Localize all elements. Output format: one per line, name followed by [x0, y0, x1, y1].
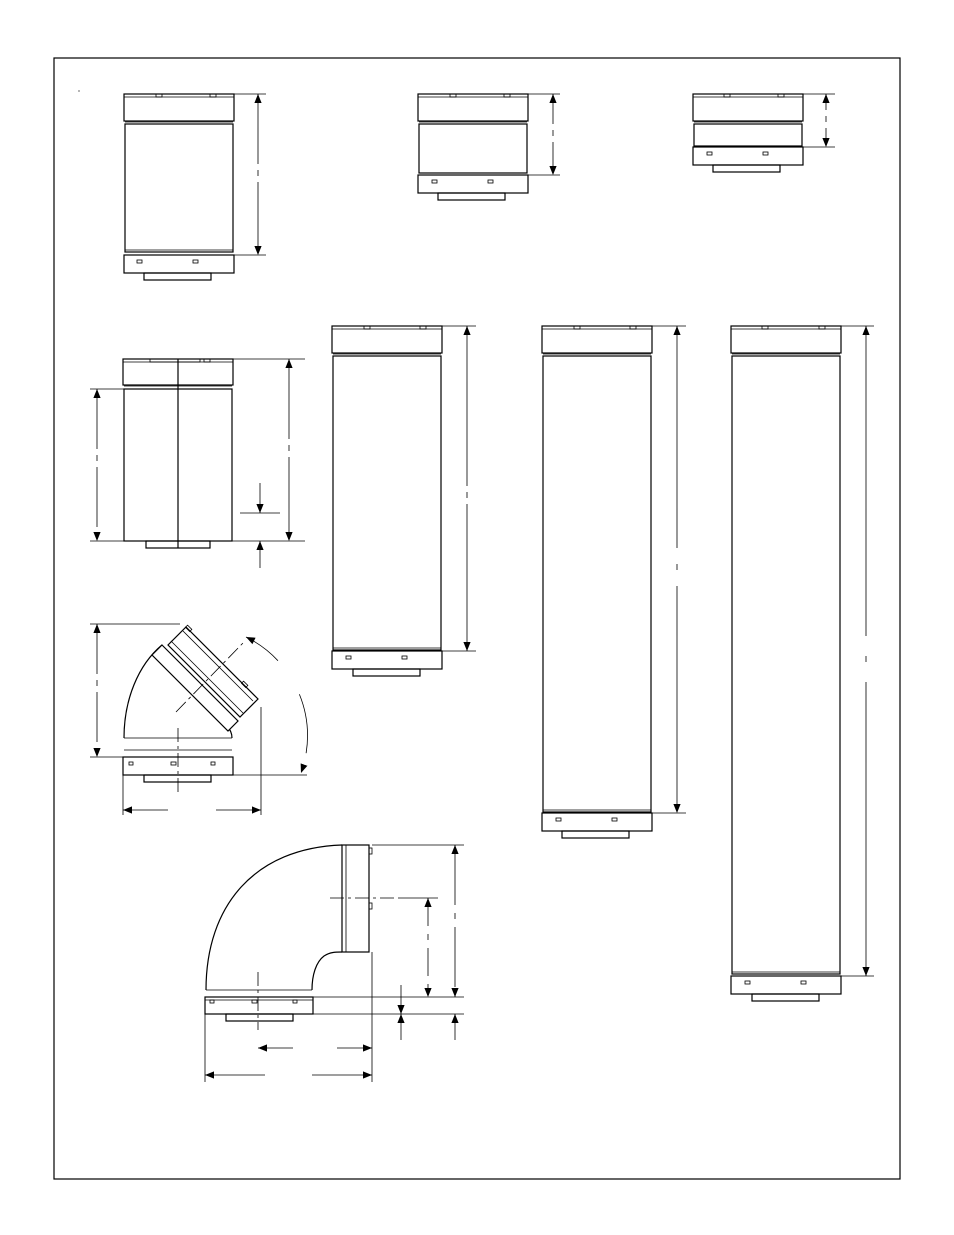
dimension-elbow-90-collar [313, 985, 464, 1040]
dimension-elbow-45-width [123, 707, 261, 815]
dimension-elbow-90-center-height [400, 898, 438, 997]
dimension-short-length [528, 94, 560, 175]
pipe-section-longer [542, 326, 652, 838]
pipe-section-medium [124, 94, 234, 280]
dimension-longer-length [652, 326, 686, 813]
dimension-medium-length [234, 94, 266, 255]
pipe-section-short [418, 94, 528, 200]
dimension-elbow-90-height [313, 845, 464, 997]
speck [78, 90, 79, 91]
dimension-long-length [442, 326, 476, 651]
dimension-adjustable-overall [232, 359, 305, 568]
dimension-elbow-90-offset [258, 952, 372, 1082]
drawing-border [54, 58, 900, 1179]
dimension-longest-length [841, 326, 874, 976]
dimension-elbow-45-height [90, 624, 180, 757]
dimension-shortest-length [803, 94, 835, 147]
pipe-section-long [332, 326, 442, 676]
elbow-45 [123, 625, 258, 795]
pipe-section-longest [731, 326, 841, 1001]
pipe-section-shortest [693, 94, 803, 172]
adjustable-pipe-section [123, 359, 233, 548]
dimension-adjustable-inner [90, 389, 124, 541]
elbow-90 [205, 845, 400, 1030]
